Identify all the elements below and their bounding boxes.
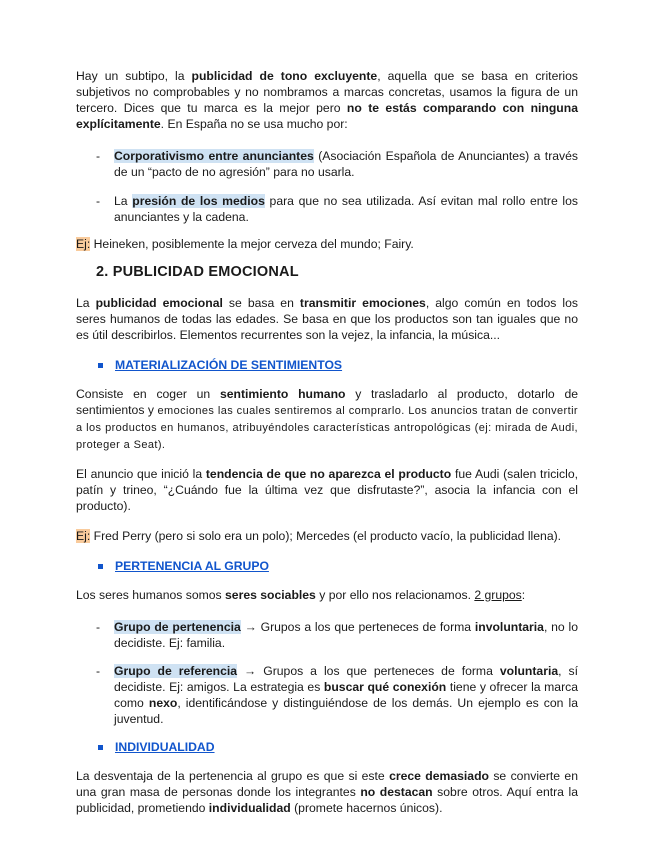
example-label: Ej: (76, 529, 91, 543)
list-item: - Grupo de referencia → Grupos a los que perteneces de forma voluntaria, sí decidiste. Ej: amigos. La estrategia es buscar qué conexión tiene y ofrecer la marca como nexo, identificándose y distinguiéndose de los demás. Un ejemplo es con la juventud. (76, 663, 578, 727)
paragraph-emocional: La publicidad emocional se basa en transmitir emociones, algo común en todos los seres humanos de todas las edades. Se basa en que los productos son tan iguales que no es útil describirlos. Elementos recurrentes son la vejez, la infancia, la música... (76, 296, 579, 342)
square-bullet-icon (98, 745, 103, 750)
highlighted-term: Corporativismo entre anunciantes (114, 149, 314, 163)
list-dash: - (96, 664, 101, 678)
subheading-individualidad[interactable]: INDIVIDUALIDAD (76, 739, 578, 755)
square-bullet-icon (98, 363, 103, 368)
list-item: - La presión de los medios para que no sea utilizada. Así evitan mal rollo entre los anunciantes y la cadena. (76, 193, 578, 225)
example-label: Ej: (76, 237, 91, 251)
list-item: - Corporativismo entre anunciantes (Asociación Española de Anunciantes) a través de un “pacto de no agresión” para no usarla. (76, 148, 578, 180)
paragraph-excluyente: Hay un subtipo, la publicidad de tono excluyente, aquella que se basa en criterios subjetivos no comprobables y no nombramos a marcas concretas, usamos la figura de un tercero. Dices que tu marca es la mejor pero no te estás comparando con ninguna explícitamente. En España no se usa mucho por: (76, 69, 578, 131)
highlighted-term: presión de los medios (132, 194, 265, 208)
document-page (76, 68, 578, 816)
paragraph-materializacion: Consiste en coger un sentimiento humano y trasladarlo al producto, dotarlo de sentimientos y emociones las cuales sentiremos al comprarlo. Los anuncios tratan de convertir a los productos en humanos, atribuyéndoles características antropológicas (ej: mirada de Audi, proteger a Seat). (76, 387, 578, 451)
square-bullet-icon (98, 564, 103, 569)
section-heading: 2. PUBLICIDAD EMOCIONAL (96, 264, 299, 280)
paragraph-grupos: Los seres humanos somos seres sociables y por ello nos relacionamos. 2 grupos: (76, 588, 526, 602)
list-dash: - (96, 620, 101, 634)
highlighted-term: Grupo de pertenencia (114, 620, 241, 634)
list-dash: - (96, 194, 101, 208)
bold-text: no te estás comparando con ninguna explícitamente (76, 101, 578, 131)
subheading-materializacion[interactable]: MATERIALIZACIÓN DE SENTIMIENTOS (76, 357, 578, 373)
example-line: Ej: Fred Perry (pero si solo era un polo); Mercedes (el producto vacío, la publicidad llena). (76, 529, 562, 543)
bold-text: publicidad de tono excluyente (191, 69, 378, 83)
list-item: - Grupo de pertenencia → Grupos a los que perteneces de forma involuntaria, no lo decidiste. Ej: familia. (76, 619, 578, 651)
subheading-pertenencia[interactable]: PERTENENCIA AL GRUPO (76, 558, 578, 574)
highlighted-term: Grupo de referencia (114, 664, 238, 678)
paragraph-individualidad: La desventaja de la pertenencia al grupo es que si este crece demasiado se convierte en una gran masa de personas donde los integrantes no destacan sobre otros. Aquí entra la publicidad, prometiendo individualidad (promete hacernos únicos). (76, 769, 578, 815)
example-line: Ej: Heineken, posiblemente la mejor cerveza del mundo; Fairy. (76, 237, 414, 251)
list-dash: - (96, 149, 101, 163)
paragraph-audi: El anuncio que inició la tendencia de que no aparezca el producto fue Audi (salen triciclo, patín y trineo, “¿Cuándo fue la última vez que disfrutaste?”, asocia la infancia con el producto). (76, 467, 578, 513)
